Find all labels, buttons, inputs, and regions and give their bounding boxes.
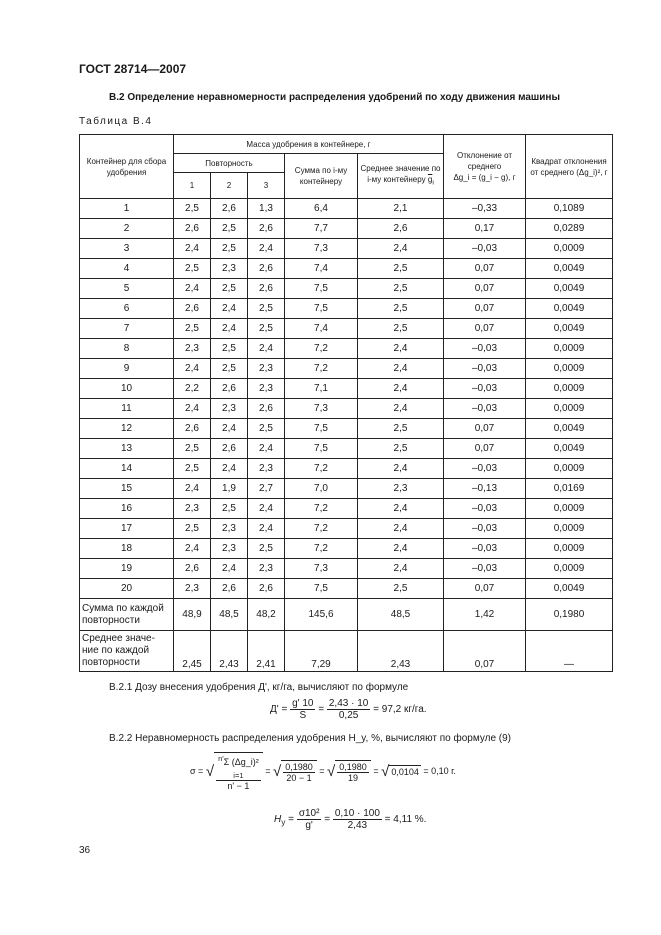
sigma-root-1: √ $^{n'}$Σ (Δg_i)² $_{i=1}$ n' − 1 [206,752,263,791]
table-row [80,199,613,219]
table-row [80,539,613,559]
sigma-lhs: σ = [190,765,204,776]
sigma-root-4: √ 0,0104 [381,762,419,780]
table-cell: 2,6 [211,379,248,399]
table-row [80,379,613,399]
table-cell: 2,6 [174,219,211,239]
table-cell: 2,6 [248,399,285,419]
table-cell: 2,5 [211,499,248,519]
table-cell: 7,5 [285,279,358,299]
table-cell: 12 [80,419,174,439]
table-cell: 7,3 [285,399,358,419]
table-row [80,579,613,599]
table-caption: Таблица В.4 [79,116,153,127]
table-cell: 8 [80,339,174,359]
table-cell: 2,4 [248,439,285,459]
header-deviation: Отклонение от среднего Δg_i = (g_i − g), г [444,135,526,199]
table-cell: 2,4 [358,459,444,479]
header-repeat-3: 3 [248,173,285,199]
table-cell: 7,3 [285,559,358,579]
table-cell: 2,5 [174,199,211,219]
table-cell: 7,2 [285,339,358,359]
table-cell: 0,07 [444,439,526,459]
table-cell: –0,03 [444,359,526,379]
table-cell: 2,5 [248,299,285,319]
table-cell: 2,5 [174,439,211,459]
table-row [80,499,613,519]
table-cell: 2,6 [248,259,285,279]
table-cell: 2,6 [248,279,285,299]
table-row [80,439,613,459]
table-cell: –0,33 [444,199,526,219]
table-row [80,219,613,239]
header-repeat: Повторность [174,154,285,173]
table-cell: 2,4 [211,299,248,319]
table-cell: 2,4 [174,539,211,559]
table-cell: 2,5 [358,579,444,599]
table-cell: 2,2 [174,379,211,399]
table-cell: 7,2 [285,499,358,519]
b21-fraction-1: $\frac{g' 10}{S}$ [292,698,314,721]
header-square-deviation: Квадрат отклонения от среднего (Δg_i)², г [526,135,613,199]
b21-formula: Д' = $\frac{g' 10}{S}$ = $\frac{2,43 \cdot 10}{0,25}$ = 97,2 кг/га. [270,698,427,721]
table-cell: 2,4 [211,559,248,579]
table-cell: 2,5 [174,319,211,339]
table-cell: 7,5 [285,419,358,439]
table-cell: –0,03 [444,399,526,419]
table-cell: 0,07 [444,259,526,279]
h-fraction-2: $\frac{0,10 \cdot 100}{2,43}$ [334,808,380,831]
table-cell: 2,5 [211,219,248,239]
table-row [80,459,613,479]
table-cell: 7,2 [285,359,358,379]
table-cell: 2,43 [358,631,444,672]
table-cell: 0,0009 [526,239,613,259]
table-cell: 0,0049 [526,279,613,299]
table-cell: 1,3 [248,199,285,219]
table-row [80,359,613,379]
table-cell: 9 [80,359,174,379]
table-cell: 7,3 [285,239,358,259]
table-cell: 2,6 [211,199,248,219]
table-cell: 3 [80,239,174,259]
table-cell: 2,4 [248,499,285,519]
table-cell: 0,17 [444,219,526,239]
table-cell: 2,5 [211,359,248,379]
b21-text: В.2.1 Дозу внесения удобрения Д', кг/га, вычисляют по формуле [109,682,409,693]
table-cell: 7,5 [285,439,358,459]
table-cell: 2,3 [211,519,248,539]
table-cell: –0,03 [444,559,526,579]
table-cell: 0,07 [444,631,526,672]
table-cell: 2,3 [211,259,248,279]
table-cell: 48,2 [248,599,285,631]
h-fraction-1: $\frac{\text{σ10²}}{g'}$ [298,808,320,831]
table-cell: 48,5 [211,599,248,631]
table-cell: 0,0049 [526,299,613,319]
table-cell: 17 [80,519,174,539]
table-cell: — [526,631,613,672]
table-cell: 2,4 [358,239,444,259]
page-number: 36 [79,845,91,856]
document-header: ГОСТ 28714—2007 [79,62,187,76]
table-cell: 2,4 [211,459,248,479]
table-cell: 0,07 [444,279,526,299]
table-cell: 1 [80,199,174,219]
table-cell: 11 [80,399,174,419]
table-row [80,419,613,439]
table-cell: 2,4 [358,539,444,559]
table-cell: 0,07 [444,299,526,319]
table-cell: 0,0009 [526,459,613,479]
table-cell: 2,3 [211,539,248,559]
table-cell: 2,4 [358,499,444,519]
table-cell: 2,6 [174,559,211,579]
table-cell: 2,1 [358,199,444,219]
table-cell: 7,7 [285,219,358,239]
table-cell: 4 [80,259,174,279]
table-cell: 2,4 [248,519,285,539]
table-cell: 0,0009 [526,499,613,519]
table-cell: 0,0009 [526,339,613,359]
table-cell: 2,3 [358,479,444,499]
table-row [80,339,613,359]
table-cell: 2,6 [248,219,285,239]
table-cell: 2,6 [248,579,285,599]
b21-fraction-2: $\frac{2,43 \cdot 10}{0,25}$ [328,698,369,721]
data-table [79,134,613,672]
table-cell: 2,4 [174,399,211,419]
b22-text: В.2.2 Неравномерность распределения удобрения H_y, %, вычисляют по формуле (9) [109,733,512,744]
table-cell: 0,1089 [526,199,613,219]
mean-symbol: $\overline{g}$ [427,175,433,185]
table-cell: 0,0169 [526,479,613,499]
table-cell: 2,5 [211,239,248,259]
h-lhs: $H_y$ [274,814,286,828]
sum-row [80,599,613,631]
table-row [80,239,613,259]
table-cell: 0,07 [444,319,526,339]
table-cell: 7 [80,319,174,339]
table-cell: 0,0009 [526,399,613,419]
table-cell: 2,3 [248,459,285,479]
table-row [80,399,613,419]
table-cell: 145,6 [285,599,358,631]
table-cell: 0,0009 [526,519,613,539]
table-cell: –0,03 [444,239,526,259]
table-row [80,519,613,539]
header-mean: Среднее значение по i-му контейнеру $\overline{g}_i$ [358,154,444,199]
header-repeat-2: 2 [211,173,248,199]
table-cell: 0,07 [444,579,526,599]
table-cell: 2 [80,219,174,239]
h-result: = 4,11 %. [384,814,427,826]
table-cell: 2,4 [174,359,211,379]
table-cell: 2,5 [211,279,248,299]
table-cell: 2,3 [174,339,211,359]
table-cell: 2,4 [358,339,444,359]
table-cell: 7,2 [285,539,358,559]
table-cell: 2,4 [358,519,444,539]
table-cell: 2,4 [358,559,444,579]
sigma-result: = 0,10 г. [423,765,456,776]
table-cell: 2,5 [248,419,285,439]
table-cell: 48,9 [174,599,211,631]
table-cell: 0,0009 [526,559,613,579]
table-cell: 14 [80,459,174,479]
table-cell: –0,03 [444,539,526,559]
table-cell: 0,0049 [526,319,613,339]
table-cell: 7,4 [285,259,358,279]
average-row [80,631,613,672]
table-cell: 2,6 [174,419,211,439]
table-cell: 2,4 [174,479,211,499]
table-cell: 0,1980 [526,599,613,631]
table-cell: 2,4 [174,239,211,259]
table-cell: 18 [80,539,174,559]
table-cell: 0,0049 [526,579,613,599]
table-cell: 2,3 [211,399,248,419]
table-cell: 19 [80,559,174,579]
table-cell: –0,13 [444,479,526,499]
table-cell: –0,03 [444,459,526,479]
table-cell: 7,2 [285,519,358,539]
table-cell: 6,4 [285,199,358,219]
table-cell: 7,5 [285,579,358,599]
table-cell: 7,0 [285,479,358,499]
table-cell: –0,03 [444,519,526,539]
table-cell: 2,5 [248,319,285,339]
table-cell: 2,6 [358,219,444,239]
header-mass: Масса удобрения в контейнере, г [174,135,444,154]
table-cell: –0,03 [444,379,526,399]
table-cell: 2,3 [248,359,285,379]
sigma-root-2: √ $\frac{0,1980}{20 - 1}$ [273,760,317,783]
table-cell: 7,5 [285,299,358,319]
table-row [80,279,613,299]
sigma-formula: σ = √ $^{n'}$Σ (Δg_i)² $_{i=1}$ n' − 1 = √ $\frac{0,1980}{20 - 1}$ = √ $\frac{0,1980}{19}$ = √ 0,0104 = 0,10 г. [190,754,456,791]
table-row [80,319,613,339]
table-cell: 1,42 [444,599,526,631]
table-cell: 0,0009 [526,359,613,379]
table-cell: 2,7 [248,479,285,499]
table-cell: 1,9 [211,479,248,499]
table-cell: 2,5 [358,319,444,339]
table-cell: 2,5 [174,259,211,279]
table-cell: 2,5 [358,259,444,279]
h-formula: $H_y$ = $\frac{\text{σ10²}}{g'}$ = $\frac{0,10 \cdot 100}{2,43}$ = 4,11 %. [274,808,427,831]
b21-lhs: Д' = [270,704,288,716]
b21-result: = 97,2 кг/га. [373,704,427,716]
table-cell: 13 [80,439,174,459]
table-cell: 2,5 [358,279,444,299]
table-cell: 0,0049 [526,259,613,279]
table-cell: 2,5 [211,339,248,359]
average-row-label: Среднее значе- ние по каждой повторности [80,631,174,672]
section-title: В.2 Определение неравномерности распределения удобрений по ходу движения машины [109,92,560,103]
table-cell: 0,0009 [526,379,613,399]
deviation-formula: Δg_i = (g_i − g), г [453,173,516,182]
table-cell: 2,4 [358,379,444,399]
table-cell: 2,5 [358,419,444,439]
sum-row-label: Сумма по каждой повторности [80,599,174,631]
mean-subscript: i [432,179,434,187]
table-cell: 6 [80,299,174,319]
table-cell: 2,41 [248,631,285,672]
table-cell: 7,1 [285,379,358,399]
table-cell: 2,4 [211,319,248,339]
header-repeat-1: 1 [174,173,211,199]
table-cell: 0,0009 [526,539,613,559]
table-cell: 2,4 [358,399,444,419]
table-cell: 0,0289 [526,219,613,239]
table-cell: 2,3 [248,559,285,579]
sigma-root-3: √ $\frac{0,1980}{19}$ [327,760,371,783]
table-cell: 2,6 [174,299,211,319]
table-cell: 0,07 [444,419,526,439]
table-cell: 2,5 [174,519,211,539]
table-cell: 2,5 [358,439,444,459]
table-cell: 2,5 [174,459,211,479]
table-cell: 2,3 [174,499,211,519]
table-row [80,259,613,279]
table-cell: 5 [80,279,174,299]
table-row [80,299,613,319]
table-cell: 2,6 [211,439,248,459]
table-cell: 48,5 [358,599,444,631]
table-cell: 2,45 [174,631,211,672]
table-cell: –0,03 [444,339,526,359]
table-cell: 10 [80,379,174,399]
table-cell: 2,4 [211,419,248,439]
table-cell: 7,2 [285,459,358,479]
header-sum: Сумма по i-му контейнеру [285,154,358,199]
table-cell: 2,6 [211,579,248,599]
header-container: Контейнер для сбора удобрения [80,135,174,199]
table-cell: –0,03 [444,499,526,519]
table-cell: 16 [80,499,174,519]
table-cell: 2,4 [174,279,211,299]
table-cell: 2,5 [248,539,285,559]
table-cell: 2,3 [248,379,285,399]
table-cell: 2,43 [211,631,248,672]
table-row [80,479,613,499]
table-cell: 2,5 [358,299,444,319]
table-cell: 2,4 [248,339,285,359]
table-cell: 7,4 [285,319,358,339]
table-cell: 15 [80,479,174,499]
table-row [80,559,613,579]
table-cell: 2,4 [358,359,444,379]
table-cell: 2,4 [248,239,285,259]
table-cell: 0,0049 [526,439,613,459]
table-cell: 7,29 [285,631,358,672]
table-cell: 20 [80,579,174,599]
table-cell: 2,3 [174,579,211,599]
table-cell: 0,0049 [526,419,613,439]
